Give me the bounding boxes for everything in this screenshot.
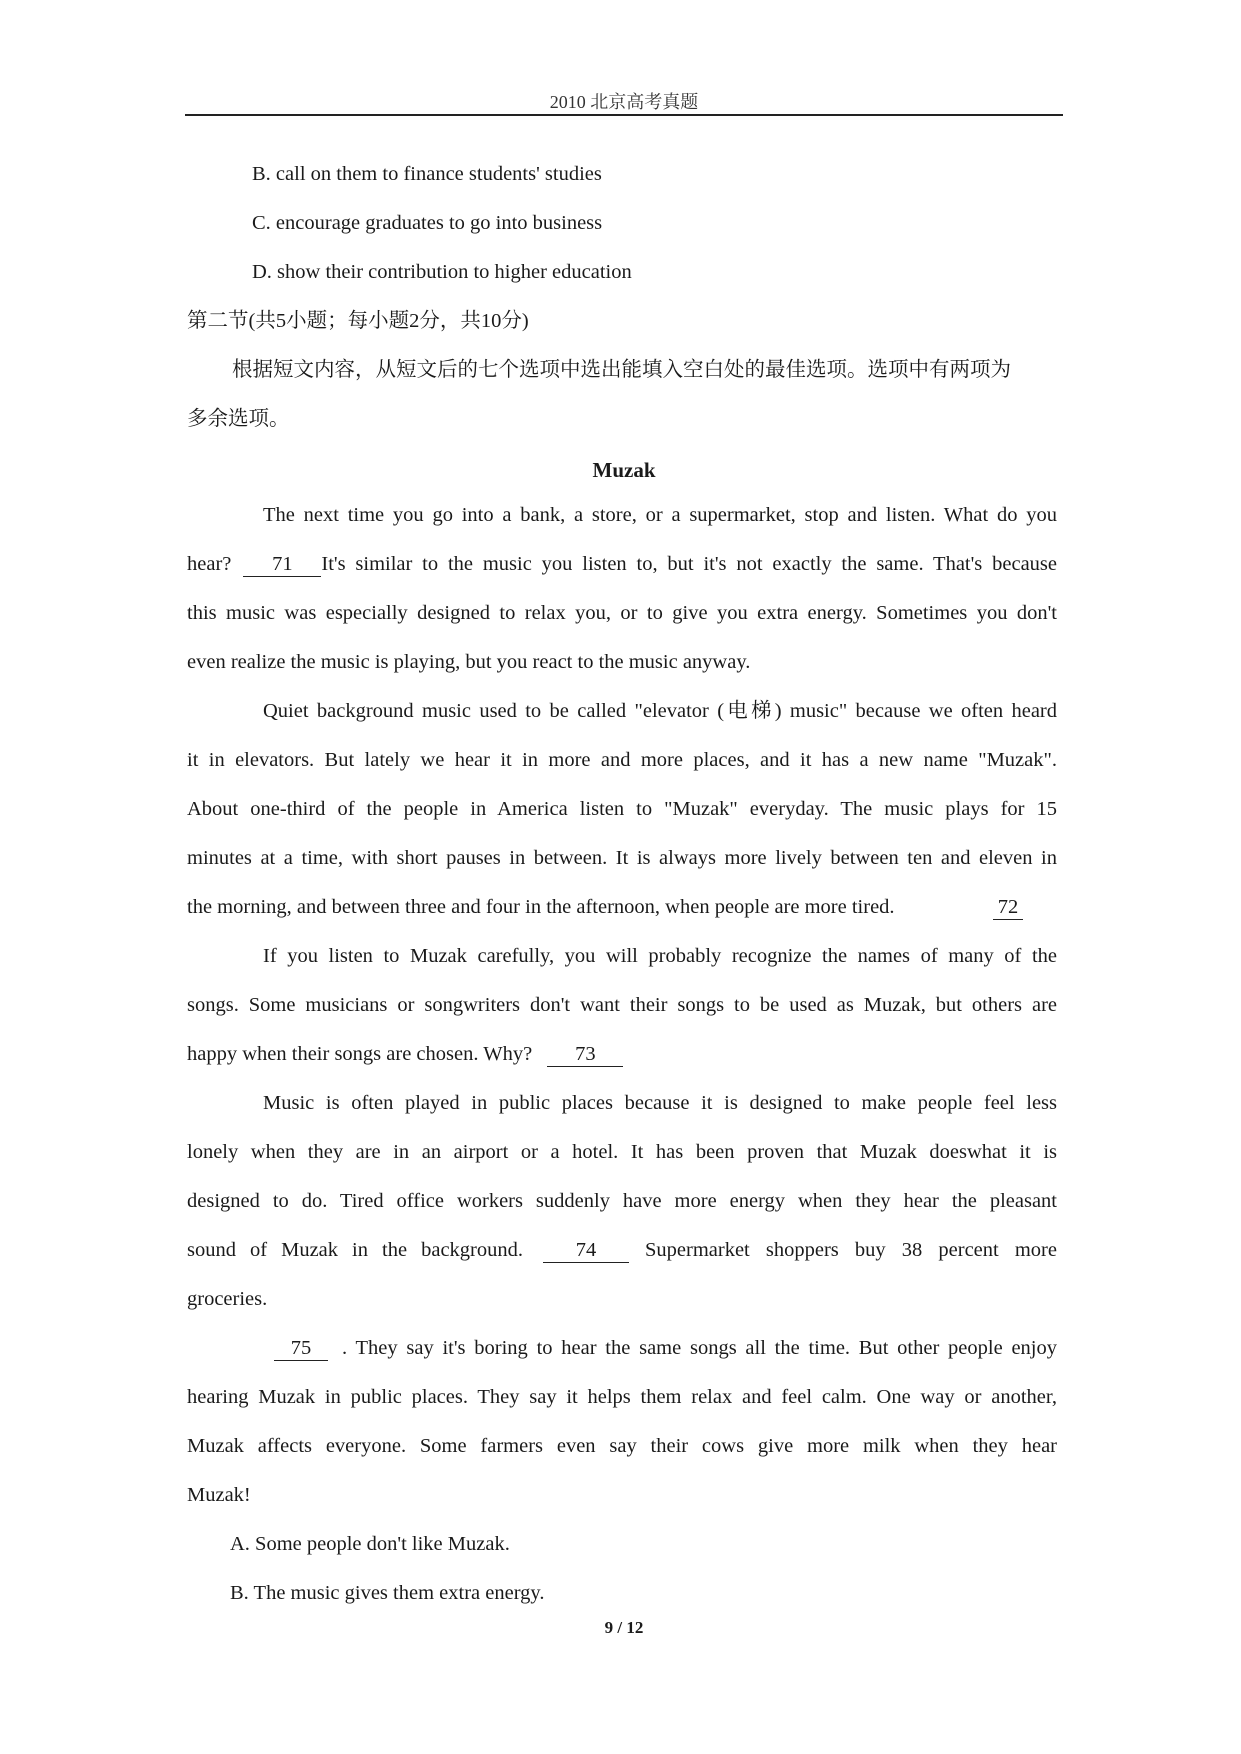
blank-73[interactable]: 73 [547, 1044, 623, 1067]
p4-line5: groceries. [187, 1288, 268, 1310]
blank-71[interactable]: 71 [243, 554, 321, 577]
p4-line2: lonely when they are in an airport or a hotel. It has been proven that Muzak doeswhat it is [187, 1141, 1057, 1163]
p3-line3: happy when their songs are chosen. Why? [187, 1043, 533, 1065]
p1-line2-end: It's similar to the music you listen to, but it's not exactly the same. That's because [321, 553, 1057, 575]
p1-line2 [187, 554, 1057, 577]
blank-75[interactable]: 75 [274, 1338, 328, 1361]
p3-line1: If you listen to Muzak carefully, you will probably recognize the names of many of the [263, 945, 1057, 967]
p4-line4-end: Supermarket shoppers buy 38 percent more [645, 1239, 1057, 1261]
header-rule [185, 114, 1063, 116]
option-c-prev: C. encourage graduates to go into business [252, 212, 603, 234]
section-heading: 第二节(共5小题；每小题2分，共10分) [187, 310, 529, 332]
page-number: 9 / 12 [604, 1618, 644, 1637]
p5-line1-text: . They say it's boring to hear the same songs all the time. But other people enjoy [342, 1337, 1057, 1359]
article-title: Muzak [592, 458, 656, 482]
p1-line1: The next time you go into a bank, a store, or a supermarket, stop and listen. What do you [263, 504, 1057, 526]
p3-line3-wrap [187, 1044, 623, 1067]
option-b-prev: B. call on them to finance students' studies [252, 163, 602, 185]
p4-line3: designed to do. Tired office workers suddenly have more energy when they hear the pleasant [187, 1190, 1057, 1212]
p2-blank-wrap [993, 897, 1023, 920]
p4-line4-start: sound of Muzak in the background. [187, 1239, 523, 1261]
p2-line3: About one-third of the people in America listen to "Muzak" everyday. The music plays for 15 [187, 798, 1057, 820]
p1-line3: this music was especially designed to relax you, or to give you extra energy. Sometimes you don't [187, 602, 1057, 624]
p5-line3: Muzak affects everyone. Some farmers even say their cows give more milk when they hear [187, 1435, 1057, 1457]
section-instruction-line2: 多余选项。 [187, 408, 290, 430]
p1-line2-start: hear? [187, 553, 232, 575]
p4-line4 [187, 1240, 1057, 1263]
p4-line1: Music is often played in public places because it is designed to make people feel less [263, 1092, 1057, 1114]
p5-line1 [274, 1338, 1057, 1361]
p3-line2: songs. Some musicians or songwriters don't want their songs to be used as Muzak, but others are [187, 994, 1057, 1016]
p2-line2: it in elevators. But lately we hear it in more and more places, and it has a new name "Muzak". [187, 749, 1057, 771]
p2-line4: minutes at a time, with short pauses in between. It is always more lively between ten and eleven in [187, 847, 1057, 869]
page-header: 2010 北京高考真题 [549, 92, 699, 112]
blank-74[interactable]: 74 [543, 1240, 629, 1263]
answer-option-b: B. The music gives them extra energy. [230, 1582, 545, 1604]
p2-line5: the morning, and between three and four in the afternoon, when people are more tired. [187, 896, 895, 918]
blank-72[interactable]: 72 [993, 897, 1023, 920]
option-d-prev: D. show their contribution to higher education [252, 261, 632, 283]
section-instruction-line1: 根据短文内容，从短文后的七个选项中选出能填入空白处的最佳选项。选项中有两项为 [232, 359, 1011, 381]
p1-line4: even realize the music is playing, but you react to the music anyway. [187, 651, 751, 673]
p5-line2: hearing Muzak in public places. They say it helps them relax and feel calm. One way or another, [187, 1386, 1057, 1408]
p5-line4: Muzak! [187, 1484, 251, 1506]
answer-option-a: A. Some people don't like Muzak. [230, 1533, 510, 1555]
p2-line1: Quiet background music used to be called "elevator (电梯) music" because we often heard [263, 700, 1057, 722]
